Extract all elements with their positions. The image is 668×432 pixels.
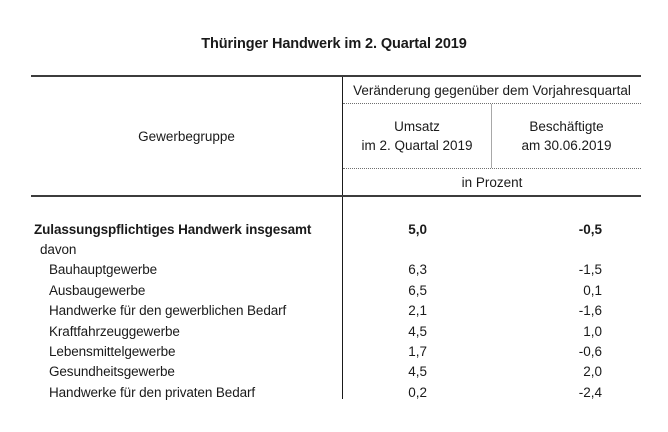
row-label: Bauhauptgewerbe	[49, 262, 158, 278]
table-row	[31, 301, 641, 321]
table-row	[31, 362, 641, 382]
row-label: Zulassungspflichtiges Handwerk insgesamt	[34, 221, 312, 237]
row-label: Lebensmittelgewerbe	[49, 344, 176, 360]
table-row	[31, 239, 641, 259]
row-beschaeftigte-value: -2,4	[578, 384, 602, 400]
table-row	[31, 260, 641, 280]
row-label: Ausbaugewerbe	[49, 282, 146, 298]
row-beschaeftigte-value: 0,1	[583, 282, 602, 298]
header-umsatz-line1: Umsatz	[394, 119, 440, 134]
header-beschaeftigte-line1: Beschäftigte	[529, 119, 604, 134]
row-label: Kraftfahrzeuggewerbe	[49, 323, 180, 339]
row-beschaeftigte-value: 1,0	[583, 323, 602, 339]
row-umsatz-value: 1,7	[408, 344, 427, 360]
table-row	[31, 280, 641, 300]
table-row	[31, 382, 641, 402]
row-umsatz-value: 0,2	[408, 384, 427, 400]
table-row	[31, 341, 641, 361]
row-beschaeftigte-value: 2,0	[583, 364, 602, 380]
table-header	[31, 75, 641, 197]
row-beschaeftigte-value: -1,6	[578, 303, 602, 319]
row-label: Handwerke für den privaten Bedarf	[49, 384, 256, 400]
row-label: davon	[40, 242, 77, 258]
row-umsatz-value: 6,3	[408, 262, 427, 278]
header-beschaeftigte-column	[492, 104, 641, 168]
header-change-section	[343, 77, 641, 195]
row-umsatz-value: 4,5	[408, 364, 427, 380]
column-divider-line	[342, 197, 343, 399]
row-umsatz-value: 2,1	[408, 303, 427, 319]
row-umsatz-value: 6,5	[408, 282, 427, 298]
header-umsatz-line2: im 2. Quartal 2019	[361, 138, 473, 153]
page-title: Thüringer Handwerk im 2. Quartal 2019	[201, 36, 467, 52]
header-umsatz-column	[343, 104, 492, 168]
row-label: Handwerke für den gewerblichen Bedarf	[49, 303, 287, 319]
table-row	[31, 219, 641, 239]
table-body	[31, 197, 641, 403]
table-row	[31, 321, 641, 341]
row-beschaeftigte-value: -1,5	[578, 262, 602, 278]
statistics-table	[31, 75, 641, 403]
row-umsatz-value: 5,0	[408, 221, 427, 237]
header-beschaeftigte-line2: am 30.06.2019	[521, 138, 612, 153]
header-gewerbegruppe: Gewerbegruppe	[31, 77, 343, 195]
header-sub-columns	[343, 104, 641, 169]
row-umsatz-value: 4,5	[408, 323, 427, 339]
row-beschaeftigte-value: -0,5	[578, 221, 602, 237]
row-beschaeftigte-value: -0,6	[578, 344, 602, 360]
header-unit-label: in Prozent	[461, 174, 523, 190]
header-span-label: Veränderung gegenüber dem Vorjahresquartal	[343, 77, 641, 104]
row-label: Gesundheitsgewerbe	[49, 364, 175, 380]
